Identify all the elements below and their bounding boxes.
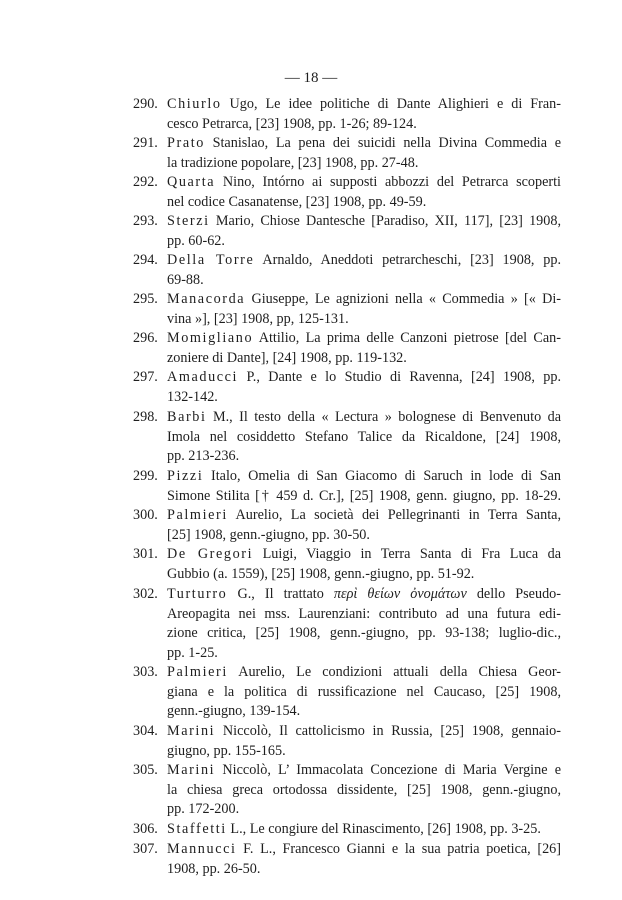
bibliography-entry bbox=[133, 408, 561, 467]
entry-text: Italo, Omelia di San Giacomo di Saruch in lode di San bbox=[203, 468, 561, 484]
entry-line bbox=[133, 506, 561, 526]
entry-text: Arnaldo, Aneddoti petrarcheschi, [23] 1908, pp. bbox=[254, 252, 561, 268]
entry-text: Stanislao, La pena dei suicidi nella Divina Commedia e bbox=[204, 135, 561, 151]
entry-line bbox=[133, 722, 561, 742]
entry-line bbox=[133, 545, 561, 565]
entry-line bbox=[133, 290, 561, 310]
entry-number: 295. bbox=[133, 291, 158, 307]
greek-title: περὶ θείων ὀνομάτων bbox=[333, 586, 467, 602]
entry-number: 294. bbox=[133, 252, 158, 268]
entry-line bbox=[133, 761, 561, 781]
entry-line: la chiesa greca ortodossa dissidente, [25] 1908, genn.-giugno, bbox=[167, 781, 561, 798]
entry-text: Mario, Chiose Dantesche [Paradiso, XII, 117], [23] 1908, bbox=[209, 213, 561, 229]
entry-text: L., Le congiure del Rinascimento, [26] 1908, pp. 3-25. bbox=[226, 821, 541, 837]
entry-author: Palmieri bbox=[167, 664, 228, 680]
bibliography-entry bbox=[133, 761, 561, 820]
entry-line: zoniere di Dante], [24] 1908, pp. 119-132. bbox=[167, 349, 407, 366]
entry-line: 132-142. bbox=[167, 388, 218, 405]
entry-line: pp. 172-200. bbox=[167, 801, 240, 817]
entry-line bbox=[133, 173, 561, 193]
entry-author: Pizzi bbox=[167, 468, 204, 484]
entry-author: Palmieri bbox=[167, 507, 228, 523]
entry-text: dello Pseudo- bbox=[466, 586, 561, 602]
entry-line bbox=[133, 134, 561, 154]
entry-text: F. L., Francesco Gianni e la sua patria poetica, [26] bbox=[236, 841, 561, 857]
entry-line: Areopagita nei mss. Laurenziani: contributo ad una futura edi- bbox=[167, 605, 561, 622]
bibliography-entry bbox=[133, 95, 561, 134]
bibliography-entry bbox=[133, 290, 561, 329]
entry-number: 297. bbox=[133, 369, 158, 385]
entry-number: 304. bbox=[133, 723, 158, 739]
entry-author: Sterzi bbox=[167, 213, 210, 229]
bibliography-entry bbox=[133, 329, 561, 368]
entry-line: 69-88. bbox=[167, 271, 204, 288]
entry-line bbox=[133, 408, 561, 428]
entry-line bbox=[133, 368, 561, 388]
entry-line: Gubbio (a. 1559), [25] 1908, genn.-giugno, pp. 51-92. bbox=[167, 565, 475, 582]
entry-text: Nino, Intórno ai supposti abbozzi del Petrarca scoperti bbox=[215, 174, 561, 190]
entry-author: Turturro bbox=[167, 586, 228, 602]
entry-line: genn.-giugno, 139-154. bbox=[167, 703, 301, 719]
bibliography-entry bbox=[133, 840, 561, 879]
entry-line: 1908, pp. 26-50. bbox=[167, 860, 261, 877]
bibliography-entry bbox=[133, 722, 561, 761]
entry-number: 306. bbox=[133, 821, 158, 837]
entry-author: Staffetti bbox=[167, 821, 227, 837]
entry-author: Manacorda bbox=[167, 291, 246, 307]
entry-author: Della Torre bbox=[167, 252, 255, 268]
entry-author: Marini bbox=[167, 723, 216, 739]
entry-author: Amaducci bbox=[167, 369, 239, 385]
entry-line: zione critica, [25] 1908, genn.-giugno, pp. 93-138; luglio-dic., bbox=[167, 625, 561, 641]
entry-line: la tradizione popolare, [23] 1908, pp. 27-48. bbox=[167, 154, 419, 171]
entry-text: Niccolò, L’ Immacolata Concezione di Maria Vergine e bbox=[215, 762, 561, 778]
bibliography-entry bbox=[133, 134, 561, 173]
entry-line: pp. 60-62. bbox=[167, 232, 225, 249]
entry-line bbox=[133, 663, 561, 683]
entry-text: Luigi, Viaggio in Terra Santa di Fra Luca da bbox=[253, 546, 561, 562]
entry-author: Momigliano bbox=[167, 330, 254, 346]
entry-number: 305. bbox=[133, 762, 158, 778]
entry-text: Aurelio, Le condizioni attuali della Chiesa Geor- bbox=[227, 664, 561, 680]
entry-number: 296. bbox=[133, 330, 158, 346]
entry-line: vina »], [23] 1908, pp, 125-131. bbox=[167, 310, 349, 327]
bibliography-entry bbox=[133, 251, 561, 290]
entry-line bbox=[133, 329, 561, 349]
entry-text: M., Il testo della « Lectura » bolognese di Benvenuto da bbox=[206, 409, 561, 425]
entry-line bbox=[133, 820, 561, 840]
entry-number: 290. bbox=[133, 96, 158, 112]
entry-line bbox=[133, 95, 561, 115]
bibliography-entry bbox=[133, 663, 561, 722]
entry-number: 293. bbox=[133, 213, 158, 229]
entry-text: Niccolò, Il cattolicismo in Russia, [25] 1908, gennaio- bbox=[215, 723, 561, 739]
entry-number: 307. bbox=[133, 841, 158, 857]
entry-number: 302. bbox=[133, 586, 158, 602]
bibliography-entry bbox=[133, 212, 561, 251]
page-number: — 18 — bbox=[284, 70, 338, 86]
entry-line: pp. 213-236. bbox=[167, 448, 240, 464]
bibliography-entry bbox=[133, 585, 561, 663]
entry-number: 292. bbox=[133, 174, 158, 190]
entry-author: Chiurlo bbox=[167, 96, 222, 112]
entry-text: G., Il trattato bbox=[227, 586, 334, 602]
entry-line bbox=[133, 251, 561, 271]
entry-number: 298. bbox=[133, 409, 158, 425]
bibliography-entry bbox=[133, 467, 561, 506]
entry-text: Giuseppe, Le agnizioni nella « Commedia » [« Di- bbox=[245, 291, 561, 307]
entry-number: 303. bbox=[133, 664, 158, 680]
entry-text: Attilio, La prima delle Canzoni pietrose [del Can- bbox=[253, 330, 561, 346]
entry-author: Mannucci bbox=[167, 841, 237, 857]
entry-text: Aurelio, La società dei Pellegrinanti in Terra Santa, bbox=[227, 507, 561, 523]
entry-line bbox=[133, 585, 561, 605]
bibliography-entry bbox=[133, 173, 561, 212]
entry-line: giugno, pp. 155-165. bbox=[167, 742, 286, 759]
entry-author: Marini bbox=[167, 762, 216, 778]
entry-line: giana e la politica di russificazione nel Caucaso, [25] 1908, bbox=[167, 683, 561, 700]
bibliography-entry bbox=[133, 820, 561, 840]
entry-number: 301. bbox=[133, 546, 158, 562]
bibliography-entry bbox=[133, 368, 561, 407]
entry-number: 299. bbox=[133, 468, 158, 484]
bibliography-entry bbox=[133, 545, 561, 584]
entry-text: Ugo, Le idee politiche di Dante Alighieri e di Fran- bbox=[221, 96, 561, 112]
entry-author: De Gregori bbox=[167, 546, 254, 562]
bibliography-entry bbox=[133, 506, 561, 545]
entry-line: cesco Petrarca, [23] 1908, pp. 1-26; 89-124. bbox=[167, 115, 417, 132]
entry-line: Imola nel cosiddetto Stefano Talice da Ricaldone, [24] 1908, bbox=[167, 428, 561, 445]
entry-line: [25] 1908, genn.-giugno, pp. 30-50. bbox=[167, 526, 370, 543]
entry-line bbox=[133, 212, 561, 232]
entry-author: Barbi bbox=[167, 409, 207, 425]
entry-line bbox=[133, 467, 561, 487]
entry-number: 291. bbox=[133, 135, 158, 151]
entry-line: nel codice Casanatense, [23] 1908, pp. 49-59. bbox=[167, 193, 427, 210]
entry-author: Prato bbox=[167, 135, 205, 151]
entry-text: P., Dante e lo Studio di Ravenna, [24] 1908, pp. bbox=[238, 369, 561, 385]
entry-line: Simone Stilita [† 459 d. Cr.], [25] 1908, genn. giugno, pp. 18-29. bbox=[167, 487, 561, 504]
entry-line bbox=[133, 840, 561, 860]
entry-number: 300. bbox=[133, 507, 158, 523]
entry-author: Quarta bbox=[167, 174, 216, 190]
entry-line: pp. 1-25. bbox=[167, 644, 218, 661]
